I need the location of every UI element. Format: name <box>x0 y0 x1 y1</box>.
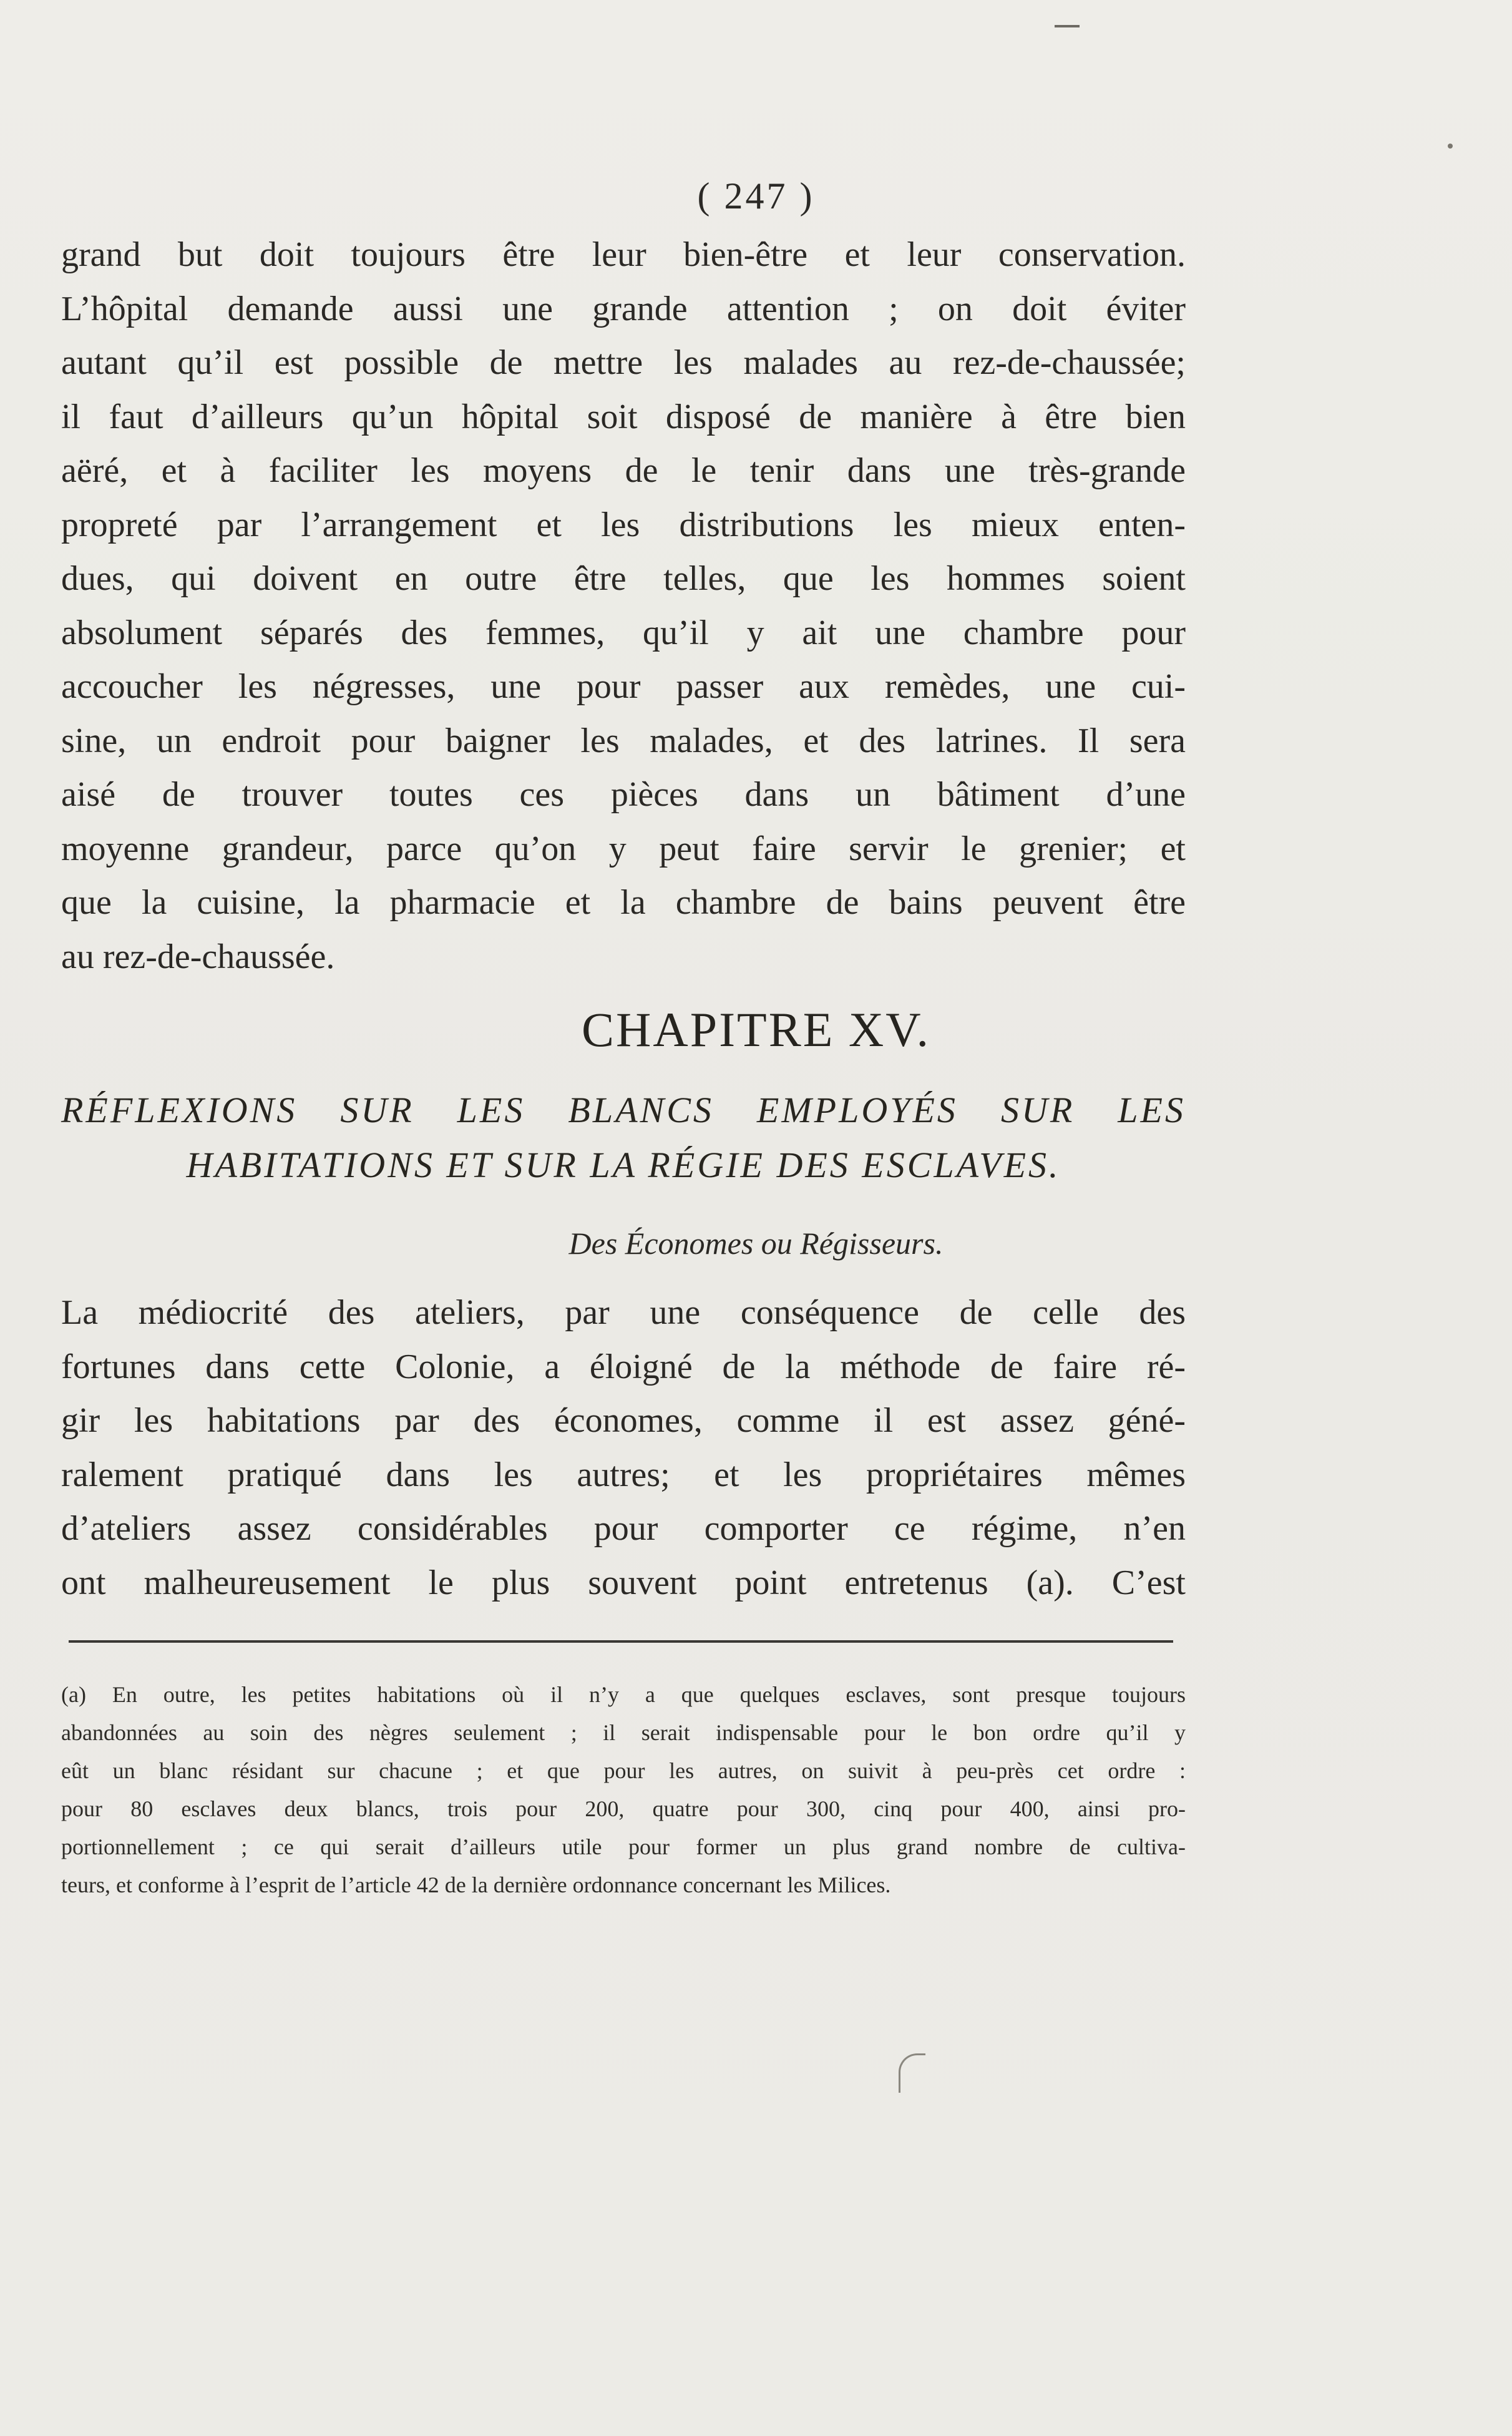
text-line: grand but doit toujours être leur bien-être et leur conservation. <box>61 235 1186 274</box>
text-line: propreté par l’arrangement et les distributions les mieux enten- <box>61 505 1186 544</box>
text-line: il faut d’ailleurs qu’un hôpital soit disposé de manière à être bien <box>61 397 1186 436</box>
text-line: L’hôpital demande aussi une grande attention ; on doit éviter <box>61 289 1186 328</box>
text-line: ont malheureusement le plus souvent point entretenus (a). C’est <box>61 1563 1186 1602</box>
page-number: ( 247 ) <box>697 175 815 217</box>
text-line: d’ateliers assez considérables pour comporter ce régime, n’en <box>61 1509 1186 1548</box>
text-line: autant qu’il est possible de mettre les malades au rez-de-chaussée; <box>61 343 1186 382</box>
text-line: absolument séparés des femmes, qu’il y ait une chambre pour <box>61 613 1186 652</box>
section-title: Des Économes ou Régisseurs. <box>568 1226 944 1261</box>
footnote-line: pour 80 esclaves deux blancs, trois pour 200, quatre pour 300, cinq pour 400, ainsi pro- <box>61 1796 1186 1821</box>
paragraph-economes <box>61 1286 1186 1610</box>
text-line: sine, un endroit pour baigner les malades, et des latrines. Il sera <box>61 721 1186 760</box>
ink-mark-top <box>1055 25 1080 27</box>
footnote-divider <box>69 1640 1173 1643</box>
footnote <box>61 1676 1186 1904</box>
text-line: moyenne grandeur, parce qu’on y peut faire servir le grenier; et <box>61 829 1186 868</box>
footnote-line: teurs, et conforme à l’esprit de l’article 42 de la dernière ordonnance concernant les Milices. <box>61 1872 891 1897</box>
text-line: fortunes dans cette Colonie, a éloigné de la méthode de faire ré- <box>61 1347 1186 1386</box>
ink-mark-bottom <box>899 2053 925 2093</box>
text-line: La médiocrité des ateliers, par une conséquence de celle des <box>61 1293 1186 1332</box>
chapter-title: CHAPITRE XV. <box>582 1002 930 1057</box>
chapter-subtitle-line-2: HABITATIONS ET SUR LA RÉGIE DES ESCLAVES. <box>186 1145 1061 1185</box>
footnote-line: portionnellement ; ce qui serait d’ailleurs utile pour former un plus grand nombre de cultiva- <box>61 1834 1186 1859</box>
footnote-line: eût un blanc résidant sur chacune ; et que pour les autres, on suivit à peu-près cet ordre : <box>61 1758 1186 1783</box>
paragraph-hospital <box>61 228 1186 984</box>
text-line: dues, qui doivent en outre être telles, que les hommes soient <box>61 559 1186 598</box>
ink-dot-right <box>1448 144 1453 149</box>
text-line: ralement pratiqué dans les autres; et les propriétaires mêmes <box>61 1455 1186 1494</box>
text-line: accoucher les négresses, une pour passer aux remèdes, une cui- <box>61 667 1186 706</box>
text-line: aisé de trouver toutes ces pièces dans un bâtiment d’une <box>61 775 1186 814</box>
footnote-line: (a) En outre, les petites habitations où il n’y a que quelques esclaves, sont presque toujours <box>61 1682 1186 1707</box>
chapter-subtitle-line-1: RÉFLEXIONS SUR LES BLANCS EMPLOYÉS SUR LES <box>61 1090 1186 1130</box>
text-line: au rez-de-chaussée. <box>61 937 335 976</box>
text-line: que la cuisine, la pharmacie et la chambre de bains peuvent être <box>61 883 1186 922</box>
text-line: gir les habitations par des économes, comme il est assez géné- <box>61 1401 1186 1440</box>
text-line: aëré, et à faciliter les moyens de le tenir dans une très-grande <box>61 451 1186 490</box>
footnote-line: abandonnées au soin des nègres seulement ; il serait indispensable pour le bon ordre qu’il y <box>61 1720 1186 1745</box>
